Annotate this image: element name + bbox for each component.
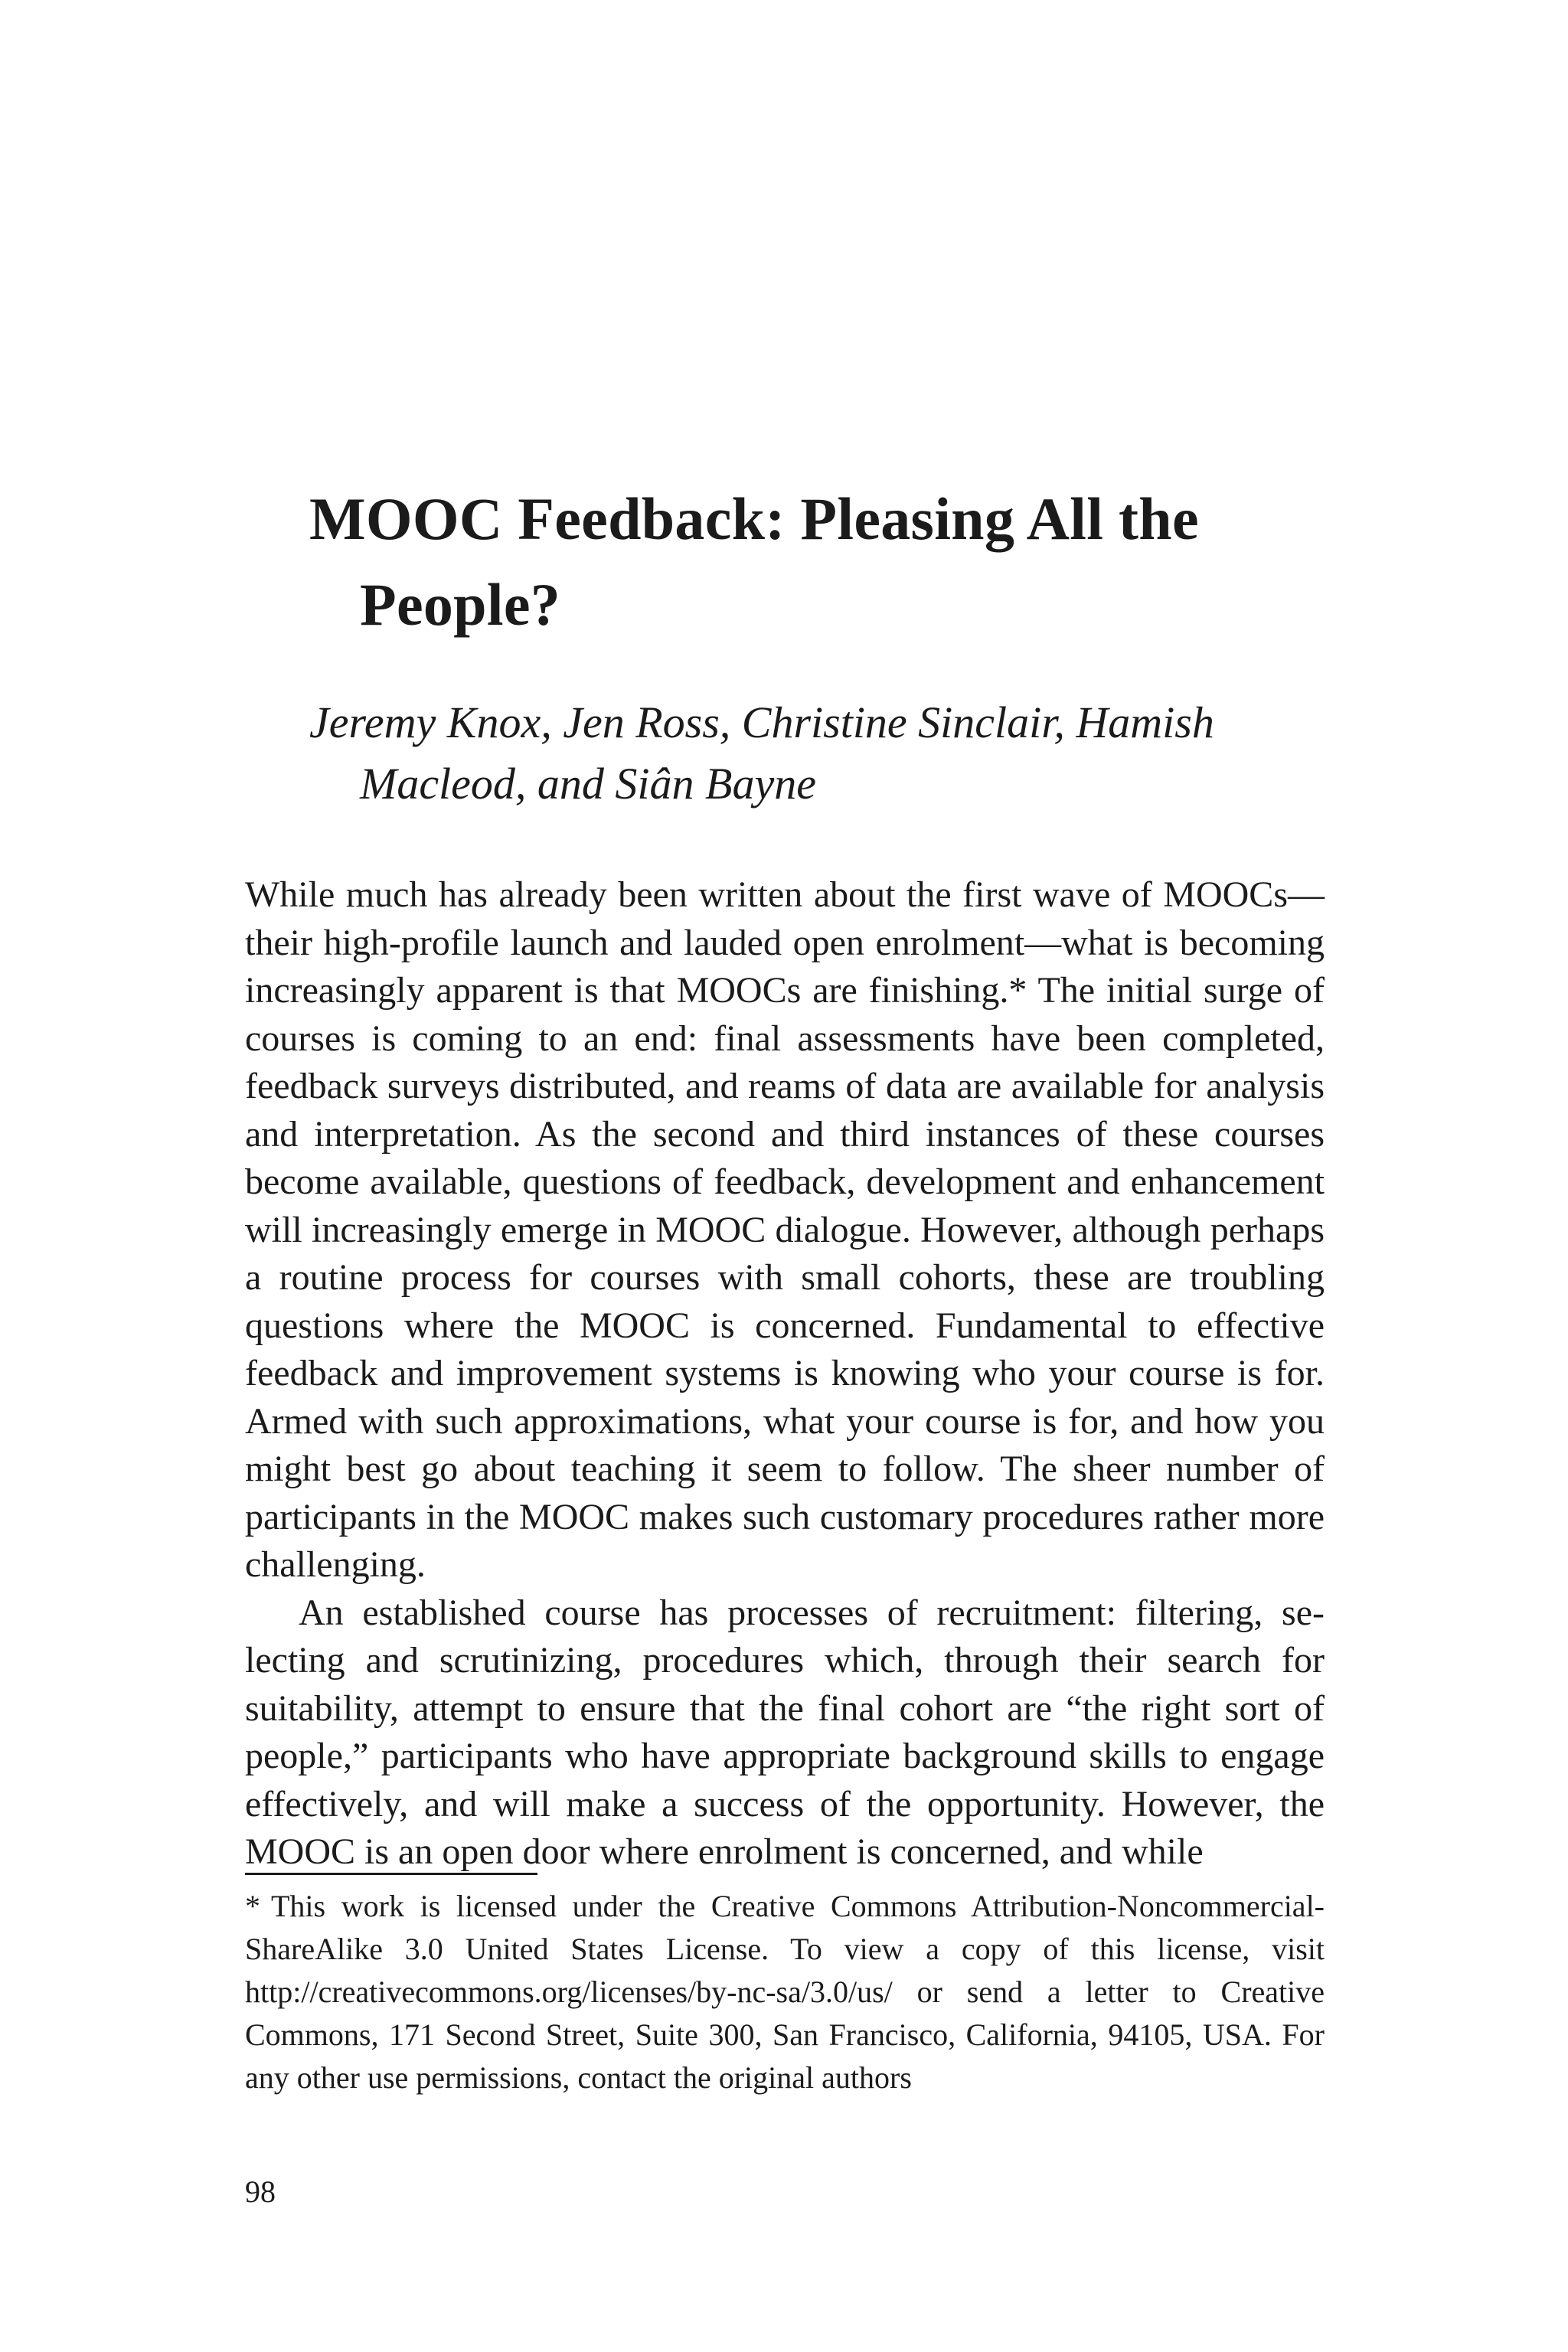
footnote-text: This work is licensed under the Creative Commons Attribution-Noncommercial-ShareAlike 3.0 United States License. To view a copy of this license, visit http://creativecommons.org/licenses/by-nc-sa/3.0/us/ or send a letter to Creative Commons, 171 Second Street, Suite 300, San Francisco, California, 94105, USA. For any other use permissions, contact the original authors [245, 1889, 1325, 2095]
footnote-divider [245, 1873, 537, 1875]
body-paragraph-1: While much has already been written about the first wave of MOOCs—their high-profile launch and lauded open enrolment—what is becoming increasingly apparent is that MOOCs are finishing.* The initial surge of courses is coming to an end: final assessments have been completed, feedback surveys distributed, and reams of data are available for analysis and interpretation. As the second and third instances of these courses become available, questions of feedback, development and enhancement will increasingly emerge in MOOC dialogue. However, although perhaps a routine process for courses with small cohorts, these are troubling questions where the MOOC is concerned. Fundamental to effective feedback and improvement systems is knowing who your course is for. Armed with such approximations, what your course is for, and how you might best go about teaching it seem to follow. The sheer number of participants in the MOOC makes such customary procedures rather more challenging. [245, 874, 1325, 1585]
footnote [245, 1885, 1325, 2099]
page-number: 98 [245, 2174, 276, 2209]
body-text [245, 871, 1325, 1877]
body-paragraph-2: An established course has processes of recruitment: filtering, selecting and scrutinizing, procedures which, through their search for suitability, attempt to ensure that the final cohort are “the right sort of people,” participants who have appropriate background skills to engage effectively, and will make a success of the opportunity. However, the MOOC is an open door where enrolment is concerned, and while [245, 1592, 1325, 1872]
footnote-marker: * [245, 1889, 260, 1923]
chapter-title: MOOC Feedback: Pleasing All the People? [309, 485, 1199, 638]
chapter-authors: Jeremy Knox, Jen Ross, Christine Sinclair, Hamish Macleod, and Siân Bayne [309, 697, 1214, 808]
